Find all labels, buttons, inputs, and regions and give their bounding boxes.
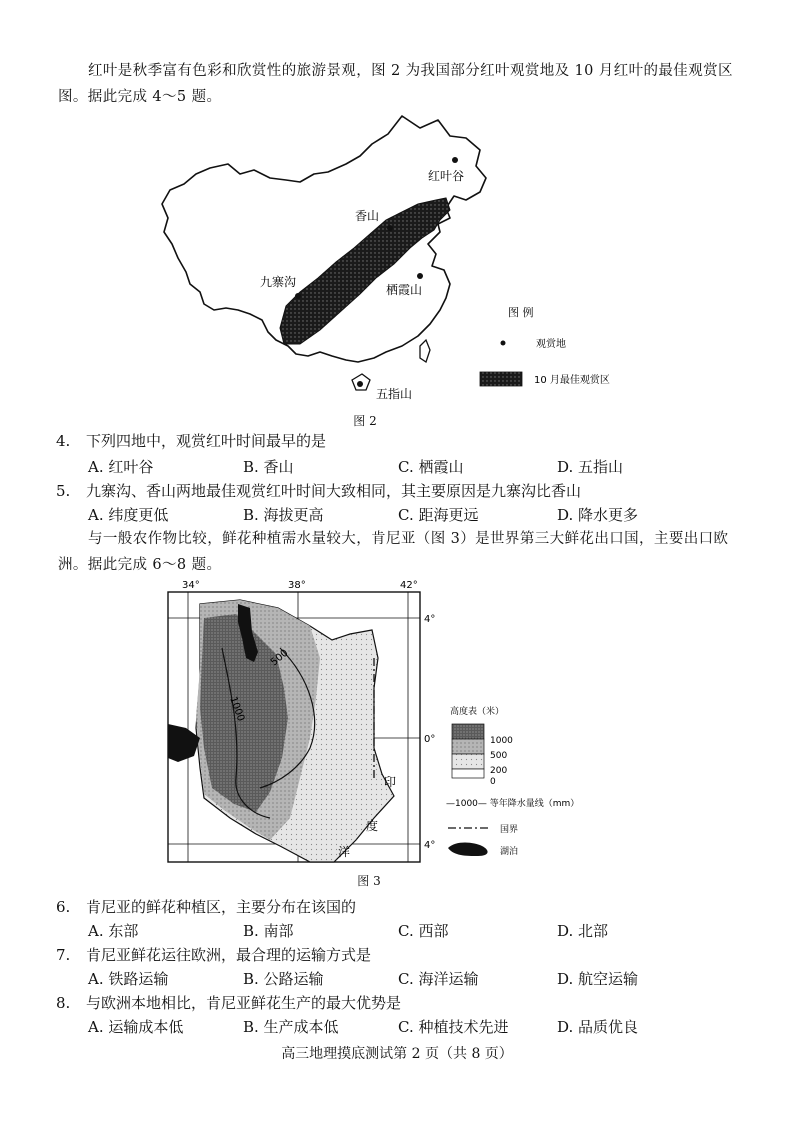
question-4 [56,430,746,452]
option-d[interactable]: D. 品质优良 [557,1018,639,1036]
option-d[interactable]: D. 降水更多 [557,506,639,524]
legend-lake-label: 湖泊 [500,847,519,857]
question-stem: 九寨沟、香山两地最佳观赏红叶时间大致相同，其主要原因是九寨沟比香山 [86,482,582,500]
lon-label-42: 42° [400,580,418,591]
option-a[interactable]: A. 东部 [88,922,139,940]
legend-elev-swatch-200 [452,754,484,769]
legend-point-symbol [501,341,506,346]
question-5 [56,480,746,502]
legend-elev-title: 高度表（米） [450,707,505,717]
intro-paragraph-2 [58,526,748,578]
legend-elev-swatch-500 [452,739,484,754]
legend-isohyet-label: —1000— 等年降水量线（mm） [446,799,580,809]
intro-text-2: 与一般农作物比较，鲜花种植需水量较大，肯尼亚（图 3）是世界第三大鲜花出口国，主要出口欧洲。据此完成 6～8 题。 [58,531,729,573]
legend-area-label: 10 月最佳观赏区 [534,375,610,386]
question-7-options [88,968,728,990]
option-c[interactable]: C. 栖霞山 [398,458,464,476]
question-stem: 与欧洲本地相比，肯尼亚鲜花生产的最大优势是 [86,994,402,1012]
question-4-options [88,456,728,478]
legend-border-label: 国界 [500,825,519,835]
ocean-char-2: 度 [366,819,379,833]
lat-label-4n: 4° [424,614,436,625]
lat-label-0: 0° [424,734,436,745]
place-point-hongyegu [452,157,458,163]
lat-label-4s: 4° [424,840,436,851]
isohyet-label-500: 500 [268,647,291,669]
question-6 [56,896,746,918]
place-label-hongyegu: 红叶谷 [428,169,465,183]
legend-area-symbol [480,372,522,386]
question-number: 7. [56,946,71,964]
lon-label-34: 34° [182,580,200,591]
option-b[interactable]: B. 南部 [243,922,294,940]
legend-elev-value-200: 200 [490,766,508,776]
question-stem: 肯尼亚鲜花运往欧洲，最合理的运输方式是 [86,946,372,964]
option-a[interactable]: A. 运输成本低 [88,1018,184,1036]
question-number: 6. [56,898,71,916]
legend-lake-symbol [448,843,488,857]
figure-3-kenya-map [160,578,600,870]
legend-elev-value-500: 500 [490,751,508,761]
option-a[interactable]: A. 铁路运输 [88,970,169,988]
isohyet-label-1000: 1000 [227,695,247,723]
ocean-char-1: 印 [384,775,397,789]
taiwan-island [420,340,430,362]
ocean-char-3: 洋 [338,845,351,859]
option-c[interactable]: C. 西部 [398,922,449,940]
option-c[interactable]: C. 种植技术先进 [398,1018,509,1036]
question-8 [56,992,746,1014]
question-number: 4. [56,432,71,450]
option-a[interactable]: A. 红叶谷 [88,458,154,476]
option-d[interactable]: D. 北部 [557,922,609,940]
place-point-qixiashan [417,273,423,279]
option-a[interactable]: A. 纬度更低 [88,506,169,524]
option-b[interactable]: B. 香山 [243,458,294,476]
legend-elev-value-1000: 1000 [490,736,513,746]
question-5-options [88,504,728,526]
option-d[interactable]: D. 航空运输 [557,970,639,988]
question-number: 8. [56,994,71,1012]
place-label-qixiashan: 栖霞山 [386,283,423,297]
question-7 [56,944,746,966]
page-footer: 高三地理摸底测试第 2 页（共 8 页） [281,1046,513,1062]
question-6-options [88,920,728,942]
option-d[interactable]: D. 五指山 [557,458,624,476]
legend-title: 图 例 [508,306,534,319]
place-label-jiuzhaigou: 九寨沟 [260,275,297,289]
intro-paragraph-1 [58,58,748,110]
question-stem: 下列四地中，观赏红叶时间最早的是 [86,432,327,450]
lon-label-38: 38° [288,580,306,591]
option-b[interactable]: B. 生产成本低 [243,1018,339,1036]
question-stem: 肯尼亚的鲜花种植区，主要分布在该国的 [86,898,357,916]
intro-text-1: 红叶是秋季富有色彩和欣赏性的旅游景观，图 2 为我国部分红叶观赏地及 10 月红叶的最佳观赏区图。据此完成 4～5 题。 [58,63,733,105]
figure-2-china-map [150,108,650,410]
figure-3-caption: 图 3 [357,874,381,888]
option-c[interactable]: C. 距海更远 [398,506,479,524]
legend-elev-swatch-1000 [452,724,484,739]
option-b[interactable]: B. 海拔更高 [243,506,324,524]
legend-point-label: 观赏地 [536,339,566,350]
place-point-xiangshan [387,225,393,231]
place-label-wuzhishan: 五指山 [376,387,413,401]
option-b[interactable]: B. 公路运输 [243,970,324,988]
figure-2-caption: 图 2 [353,414,377,428]
question-number: 5. [56,482,71,500]
place-point-jiuzhaigou [295,293,301,299]
place-point-wuzhishan [357,381,363,387]
question-8-options [88,1016,728,1038]
place-label-xiangshan: 香山 [355,209,380,223]
legend-elev-swatch-0 [452,769,484,778]
option-c[interactable]: C. 海洋运输 [398,970,479,988]
legend-elev-value-0: 0 [490,777,496,787]
